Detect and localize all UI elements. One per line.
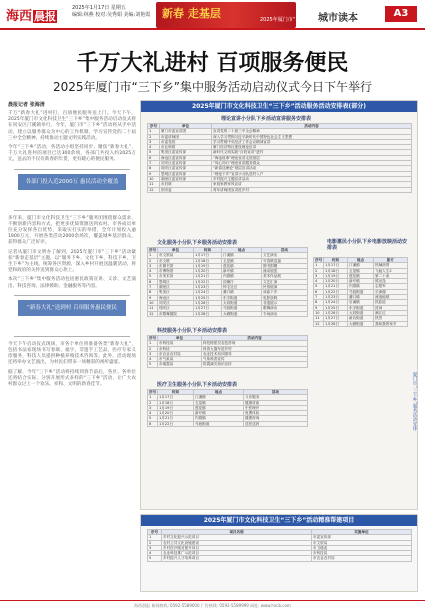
article-paragraph: 今天下午启动仪式现场，市各个单位将准备各类“新春大礼”，包括书法家现场书写春联、福字，非遗手工艺品，医疗专家义诊服务，科技人员提供种植养殖技术咨询等。此外，活动现场还将举办文艺演出，为村民们带来一场精彩的视听盛宴。 — [8, 341, 136, 366]
table-cell: 1月19日 — [324, 273, 348, 278]
table-cell: 后溪镇 — [348, 300, 374, 305]
table-title-tech: 科技服务小分队下乡活动安排表 — [157, 328, 228, 334]
banner-title: 新春 走基层 — [162, 7, 221, 20]
table-title-culture: 文化服务小分队下乡服务活动安排表 — [157, 240, 238, 246]
article-paragraph: 记者从厦门市文明办了解到，2025年厦门市“三下乡”活动紧扣“新春走基层”主题，以“服务下乡、文化下乡、科技下乡、卫生下乡”为主线，统筹各区资源，深入乡村开展送温暖活动，将党和政府的关怀送到群众心坎上。 — [8, 249, 136, 274]
table-cell: 飞驰人生2 — [374, 268, 408, 273]
column-header: 时间 — [158, 390, 194, 395]
column-header: 时间 — [194, 248, 222, 253]
table-row — [148, 362, 308, 367]
table-cell: 大嶝街道 — [348, 321, 374, 326]
table-cell: 科普大篷车进乡村 — [202, 346, 308, 351]
table-cell: 1月23日 — [324, 295, 348, 300]
table-cell: 9 — [148, 171, 160, 176]
table-cell: 1月25日 — [194, 295, 222, 300]
table-title-film: 电影惠民小分队下乡电影放映活动安排表 — [327, 239, 408, 251]
column-header: 实施单位 — [312, 530, 412, 535]
table-cell: 同安区委宣传部 — [160, 161, 212, 166]
table-cell: 市农业农村局 — [312, 556, 412, 561]
table-cell: 健康咨询 — [244, 416, 308, 421]
table-cell: 五显镇 — [194, 400, 244, 405]
table-cell: 歌舞演出 — [262, 306, 308, 311]
table-cell: 12 — [148, 311, 158, 316]
table-cell: 我和我的家乡 — [374, 321, 408, 326]
table-cell: 5 — [148, 556, 162, 561]
subheading-box — [14, 169, 130, 211]
article-paragraph: 本次“三下乡”集中服务活动包括惠民政策宣讲、义诊、文艺演出、科技咨询、法律援助、金融服务等内容。 — [8, 277, 136, 289]
column-header: 地点 — [348, 258, 374, 263]
section-name: 城市读本 — [318, 13, 358, 24]
table-cell: 2 — [148, 400, 158, 405]
table-cell: 2 — [314, 268, 324, 273]
table-cell: 钟宅社区 — [222, 285, 262, 290]
newspaper-logo: 海西 晨报 — [6, 9, 57, 24]
table-row — [148, 556, 412, 561]
table-cell: 5 — [148, 362, 158, 367]
table-cell: 大嶝街道 — [222, 311, 262, 316]
column-banner — [156, 2, 323, 28]
table-cell: 3 — [148, 405, 158, 410]
table-cell: 新时代文明实践“百姓宣讲”进村 — [212, 150, 412, 155]
table-cell: 1月23日 — [194, 285, 222, 290]
table-cell: 6 — [148, 279, 158, 284]
issue-date: 2025年1月17日 星期五 — [72, 5, 126, 11]
table-cell: 9 — [148, 295, 158, 300]
table-cell: “理论下乡”宣讲小分队进村入户 — [212, 171, 412, 176]
table-cell: 10 — [148, 300, 158, 305]
table-cell: 五显镇 — [222, 258, 262, 263]
table-cell: 8 — [148, 166, 160, 171]
table-cell: 农业科技推广示范项目 — [162, 551, 312, 556]
table-title-health: 医疗卫生服务小分队下乡活动安排表 — [157, 382, 238, 388]
table-cell: 长津湖 — [374, 289, 408, 294]
table-cell: 1月25日 — [324, 305, 348, 310]
page-footer: 海西晨报 新闻热线: 0592-5589000 广告热线: 0592-5589999 网址: www.hxcb.com — [0, 600, 425, 611]
table-cell: 2 — [148, 258, 158, 263]
table-cell: 新店街道 — [348, 316, 374, 321]
table-cell: 5 — [314, 284, 324, 289]
table-cell: 翔安区委宣传部 — [160, 166, 212, 171]
subheading-box — [14, 295, 130, 337]
table-cell: 莲花镇 — [348, 273, 374, 278]
table-cell: 6 — [148, 155, 160, 160]
table-cell: 中医理疗 — [244, 405, 308, 410]
table-cell: 宣讲党的二十届三中全会精神 — [212, 129, 412, 134]
table-cell: 1月27日 — [324, 316, 348, 321]
table-cell: 4 — [148, 357, 158, 362]
table-cell: 青年讲师团宣讲进乡村 — [212, 187, 412, 192]
table-cell: 湖里区委宣传部 — [160, 176, 212, 181]
table-cell: 1月24日 — [324, 300, 348, 305]
table-cell: 非遗展示 — [262, 300, 308, 305]
table-cell: 2 — [148, 540, 162, 545]
column-header: 单位 — [158, 248, 194, 253]
column-header: 项目名称 — [162, 530, 312, 535]
table-cell: 5 — [148, 150, 160, 155]
table-cell: 东孚街道 — [222, 295, 262, 300]
column-header: 序号 — [148, 530, 162, 535]
column-header: 时间 — [324, 258, 348, 263]
column-header: 地点 — [194, 390, 244, 395]
table-cell: 马巷街道 — [222, 306, 262, 311]
article-paragraph: 今年“三下乡”活动，各活动小组坚持同步、聚焦“新春大礼”，千万大礼进村的项目已达300余项，各部门共投入约2025万元，送去的不仅有新春的年货，更有暖心的便民服务。 — [8, 145, 136, 163]
table-cell: “新春送理论”基层宣讲活动 — [212, 166, 412, 171]
table-cell: 思明区 — [158, 279, 194, 284]
culture-schedule-table — [147, 247, 308, 317]
table-cell: 学习贯彻中央经济工作会议精神宣讲 — [212, 139, 412, 144]
table-cell: 新圩镇 — [194, 411, 244, 416]
column-header: 序号 — [149, 336, 157, 340]
table-cell: 第二十条 — [374, 273, 408, 278]
table-cell: 1月20日 — [194, 269, 222, 274]
table-cell: 市卫健委 — [312, 545, 412, 550]
table-cell: 4 — [148, 145, 160, 150]
table-cell: 马巷街道 — [194, 421, 244, 426]
table-title-lecture: 理论宣讲小分队下乡活动宣讲服务安排表 — [221, 116, 312, 122]
table-cell: 10 — [148, 176, 160, 181]
table-cell: 3 — [148, 545, 162, 550]
article-paragraph: 千万“新春大礼”进村打，百项便民服务送上门。今天下午，2025年厦门市文化科技卫生“三下乡”集中服务活动启动仪式将在同安区汀溪镇举行。今年，厦门市“三下乡”活动将从手中活动，建立以服务群众为中心的工作机制，学习宣传党的二十届三中全会精神，持续推动主题文明实践活动。 — [8, 111, 136, 141]
subheading-title: 各部门投入近2000万 惠民活动全覆盖 — [18, 174, 126, 190]
table-cell: 3 — [148, 139, 160, 144]
table-cell: 大同街道 — [348, 310, 374, 315]
table-cell: 灌口镇 — [348, 295, 374, 300]
table-cell: 5 — [148, 274, 158, 279]
table-cell: 市文旅局 — [158, 253, 194, 258]
table-cell: 顶澳仔 — [222, 279, 262, 284]
table-cell: 送医送药 — [244, 421, 308, 426]
table-cell: 马巷街道 — [348, 289, 374, 294]
table-cell: 5 — [148, 416, 158, 421]
table-cell: 厦门市委宣讲团 — [160, 129, 212, 134]
table-cell: 热辣滚烫 — [374, 263, 408, 268]
table-cell: 市图书馆 — [158, 263, 194, 268]
table-cell: 4 — [148, 269, 158, 274]
table-cell: 1月28日 — [324, 321, 348, 326]
byline: 晨报记者 张海清 — [8, 102, 45, 108]
table-cell: “海沧故事”理论宣讲走进基层 — [212, 155, 412, 160]
table-cell: 3 — [148, 263, 158, 268]
table-cell: 市美术馆 — [158, 274, 194, 279]
table-cell: 农村公共文化设施建设 — [162, 540, 312, 545]
table-cell: 同安区 — [158, 300, 194, 305]
table-cell: 民俗展演 — [262, 285, 308, 290]
table-cell: 市地震局 — [158, 362, 202, 367]
article-paragraph: 据了解，今年“三下乡”活动将持续到春节前后，各区、各单位还将结合实际，分别开展形式多样的“三下乡”活动，让广大农村群众过上一个欢乐、祥和、文明的新春佳节。 — [8, 369, 136, 388]
article-paragraph: 多年来，厦门市文化科技卫生“三下乡”服务团围绕群众需求，不断创新内容和方式，把更多优质资源送到农村。市各成员单位充分发挥各自优势，采取实打实的举措，全年计划投入逾1900万元，开展各类活动2000余场次，覆盖城乡基层群众，获得群众广泛好评。 — [8, 215, 136, 246]
table-cell: 1 — [148, 395, 158, 400]
table-cell: 11 — [148, 182, 160, 187]
table-cell: 1月17日 — [324, 263, 348, 268]
table-cell: 农业技术培训指导 — [202, 351, 308, 356]
table-cell: 翔安区 — [158, 306, 194, 311]
editor-credits: 编辑:林燕 校对:吴秀娟 美编:刘艳霞 — [72, 11, 151, 18]
table-cell: 海沧区 — [158, 295, 194, 300]
table-cell: 免费体检 — [244, 411, 308, 416]
table-cell: 海沧区委宣传部 — [160, 155, 212, 160]
table-cell: 市文联 — [158, 258, 194, 263]
column-header: 活动内容 — [202, 336, 308, 341]
table-row — [148, 421, 308, 426]
table-cell: 热烈 — [374, 316, 408, 321]
table-cell: 汀溪镇 — [194, 395, 244, 400]
table-cell: 1月19日 — [194, 263, 222, 268]
table-cell: 1月17日 — [194, 253, 222, 258]
table-cell: 1月26日 — [324, 310, 348, 315]
table-cell: 1月18日 — [158, 400, 194, 405]
project-table — [147, 529, 412, 562]
table-cell: 市社科联 — [160, 145, 212, 150]
table-cell: 新圩镇 — [348, 279, 374, 284]
table-cell: 1月24日 — [194, 290, 222, 295]
table-cell: 1月22日 — [324, 289, 348, 294]
table-cell: 3 — [314, 273, 324, 278]
table-cell: 湖里区 — [158, 285, 194, 290]
table-cell: 7 — [148, 161, 160, 166]
column-header: 活动 — [262, 248, 308, 253]
table-cell: 写春联送福 — [262, 258, 308, 263]
column-header: 单位 — [158, 336, 202, 341]
column-header: 序号 — [315, 258, 323, 262]
table-cell: 4 — [314, 279, 324, 284]
table-cell: 1月18日 — [324, 268, 348, 273]
table-cell: 6 — [314, 289, 324, 294]
table-cell: 2 — [148, 134, 160, 139]
table-cell: 集美区 — [158, 290, 194, 295]
table-cell: 厦门经济特区建设理论宣讲 — [212, 145, 412, 150]
table-cell: 深入学习贯彻习近平新时代中国特色社会主义思想 — [212, 134, 412, 139]
table-cell: 东孚街道 — [348, 305, 374, 310]
table-cell: 莲花镇 — [222, 263, 262, 268]
table-cell: 市委党校 — [160, 139, 212, 144]
table-cell: 1月20日 — [158, 411, 194, 416]
table-cell: 1月21日 — [158, 416, 194, 421]
table-row — [148, 311, 308, 316]
table-cell: 专场演出 — [262, 311, 308, 316]
table-cell: 市博物馆 — [158, 269, 194, 274]
table-row — [148, 187, 412, 192]
table-cell: 市妇联 — [160, 182, 212, 187]
tech-schedule-table — [147, 335, 308, 368]
table-cell: 1 — [314, 263, 324, 268]
table-cell: 防震减灾知识宣传 — [202, 362, 308, 367]
masthead — [0, 0, 425, 30]
table-cell: 电影放映 — [262, 295, 308, 300]
column-header: 序号 — [149, 248, 157, 252]
film-schedule-table — [313, 257, 408, 327]
column-header: 活动 — [244, 390, 308, 395]
table-cell: 3 — [148, 351, 158, 356]
table-cell: 1月18日 — [194, 258, 222, 263]
banner-subtitle: 2025年厦门市“三下乡”活动 — [260, 17, 323, 23]
table-cell: 乡村振兴人才培养项目 — [162, 556, 312, 561]
table-cell: 1月19日 — [158, 405, 194, 410]
table-cell: 流浪地球 — [374, 295, 408, 300]
table-cell: 新圩镇 — [222, 269, 262, 274]
table-cell: 1月26日 — [194, 300, 222, 305]
table-cell: 1月22日 — [158, 421, 194, 426]
table-cell: 市委宣传部 — [312, 535, 412, 540]
table-cell: 1月28日 — [194, 311, 222, 316]
table-cell: 熊出没 — [374, 279, 408, 284]
table-cell: 11 — [314, 316, 324, 321]
column-header: 序号 — [149, 390, 157, 394]
table-cell: 灌口镇 — [222, 290, 262, 295]
table-cell: 思明区委宣传部 — [160, 171, 212, 176]
table-cell: 1月21日 — [324, 284, 348, 289]
table-cell: 4 — [148, 411, 158, 416]
table-cell: 1 — [148, 535, 162, 540]
column-header: 地点 — [222, 248, 262, 253]
table-cell: 内厝镇 — [348, 284, 374, 289]
table-cell: 8 — [314, 300, 324, 305]
dateline — [72, 5, 150, 18]
table-cell: 10 — [314, 310, 324, 315]
page-number: A3 — [385, 6, 417, 22]
lecture-schedule-table — [147, 123, 412, 193]
health-schedule-table — [147, 389, 308, 427]
table-cell: 五显镇 — [348, 268, 374, 273]
table-cell: 市气象局 — [158, 357, 202, 362]
vertical-side-note: 厦门市“三下乡”服务活动安排 — [412, 371, 417, 431]
table-cell: 4 — [148, 551, 162, 556]
table-cell: 流动展览 — [262, 269, 308, 274]
table-cell: 气象科普宣传 — [202, 357, 308, 362]
table-cell: 汀溪镇 — [348, 263, 374, 268]
table-cell: 内厝镇 — [194, 416, 244, 421]
table-cell: 图书捐赠 — [262, 263, 308, 268]
project-panel — [140, 514, 418, 592]
table-cell: 内厝镇 — [222, 274, 262, 279]
table-cell: 8 — [148, 290, 158, 295]
table-cell: 大同街道 — [222, 300, 262, 305]
table-cell: 12 — [314, 321, 324, 326]
table-cell: 12 — [148, 187, 160, 192]
table-cell: 家庭家教家风宣讲 — [212, 182, 412, 187]
table-cell: 抓娃娃 — [374, 300, 408, 305]
table-cell: 封神 — [374, 305, 408, 310]
table-cell: 乡村医疗服务提升项目 — [162, 545, 312, 550]
column-header: 单位 — [160, 124, 212, 129]
table-cell: 1 — [148, 129, 160, 134]
table-cell: 团市委 — [160, 187, 212, 192]
column-header: 序号 — [148, 124, 160, 129]
table-cell: 1月22日 — [194, 279, 222, 284]
table-cell: 1月21日 — [194, 274, 222, 279]
table-cell: 1 — [148, 341, 158, 346]
table-cell: 科技特派员农技咨询 — [202, 341, 308, 346]
table-cell: 义诊服务 — [244, 395, 308, 400]
table-cell: 1月20日 — [324, 279, 348, 284]
main-headline: 千万大礼进村 百项服务便民 — [76, 51, 349, 76]
left-article-column — [8, 100, 136, 600]
table-cell: 市文旅局 — [312, 540, 412, 545]
table-cell: 市科协 — [158, 346, 202, 351]
project-panel-header: 2025年厦门市文化科技卫生“三下乡”活动精准帮建项目 — [141, 515, 417, 526]
table-cell: 美术作品展 — [262, 274, 308, 279]
table-cell: 1月27日 — [194, 306, 222, 311]
table-cell: 7 — [314, 295, 324, 300]
table-cell: 11 — [148, 306, 158, 311]
column-header: 影片 — [374, 258, 408, 263]
table-cell: 1 — [148, 253, 158, 258]
table-cell: 2 — [148, 346, 158, 351]
table-cell: 莲花镇 — [194, 405, 244, 410]
schedule-panel — [140, 100, 418, 510]
table-cell: “同心同行”理论宣讲服务群众 — [212, 161, 412, 166]
table-cell: 市科技局 — [158, 341, 202, 346]
table-cell: 市歌舞剧院 — [158, 311, 194, 316]
table-cell: 市委讲师团 — [160, 134, 212, 139]
table-cell: 1月17日 — [158, 395, 194, 400]
table-cell: 乡村文化振兴示范项目 — [162, 535, 312, 540]
table-row — [314, 321, 408, 326]
table-cell: 市农业农村局 — [158, 351, 202, 356]
table-cell: 7 — [148, 285, 158, 290]
table-cell: 6 — [148, 421, 158, 426]
table-cell: 市科技局 — [312, 551, 412, 556]
table-cell: 志愿军 — [374, 284, 408, 289]
table-cell: 文艺汇演 — [262, 279, 308, 284]
table-cell: 健康讲座 — [244, 400, 308, 405]
table-cell: 集美区委宣传部 — [160, 150, 212, 155]
schedule-panel-header: 2025年厦门市文化科技卫生“三下乡”活动服务活动安排表(部分) — [141, 101, 417, 112]
table-cell: 乡村振兴主题宣讲活动 — [212, 176, 412, 181]
table-cell: 9 — [314, 305, 324, 310]
table-cell: 文艺演出 — [262, 253, 308, 258]
table-cell: 汀溪镇 — [222, 253, 262, 258]
column-header: 活动内容 — [212, 124, 412, 129]
sub-headline: 2025年厦门市“三下乡”集中服务活动启动仪式今日下午举行 — [53, 80, 372, 94]
table-cell: 满江红 — [374, 310, 408, 315]
subheading-title: “新春大礼”送到村 百项服务惠民便民 — [18, 300, 126, 316]
table-cell: 戏曲下乡 — [262, 290, 308, 295]
